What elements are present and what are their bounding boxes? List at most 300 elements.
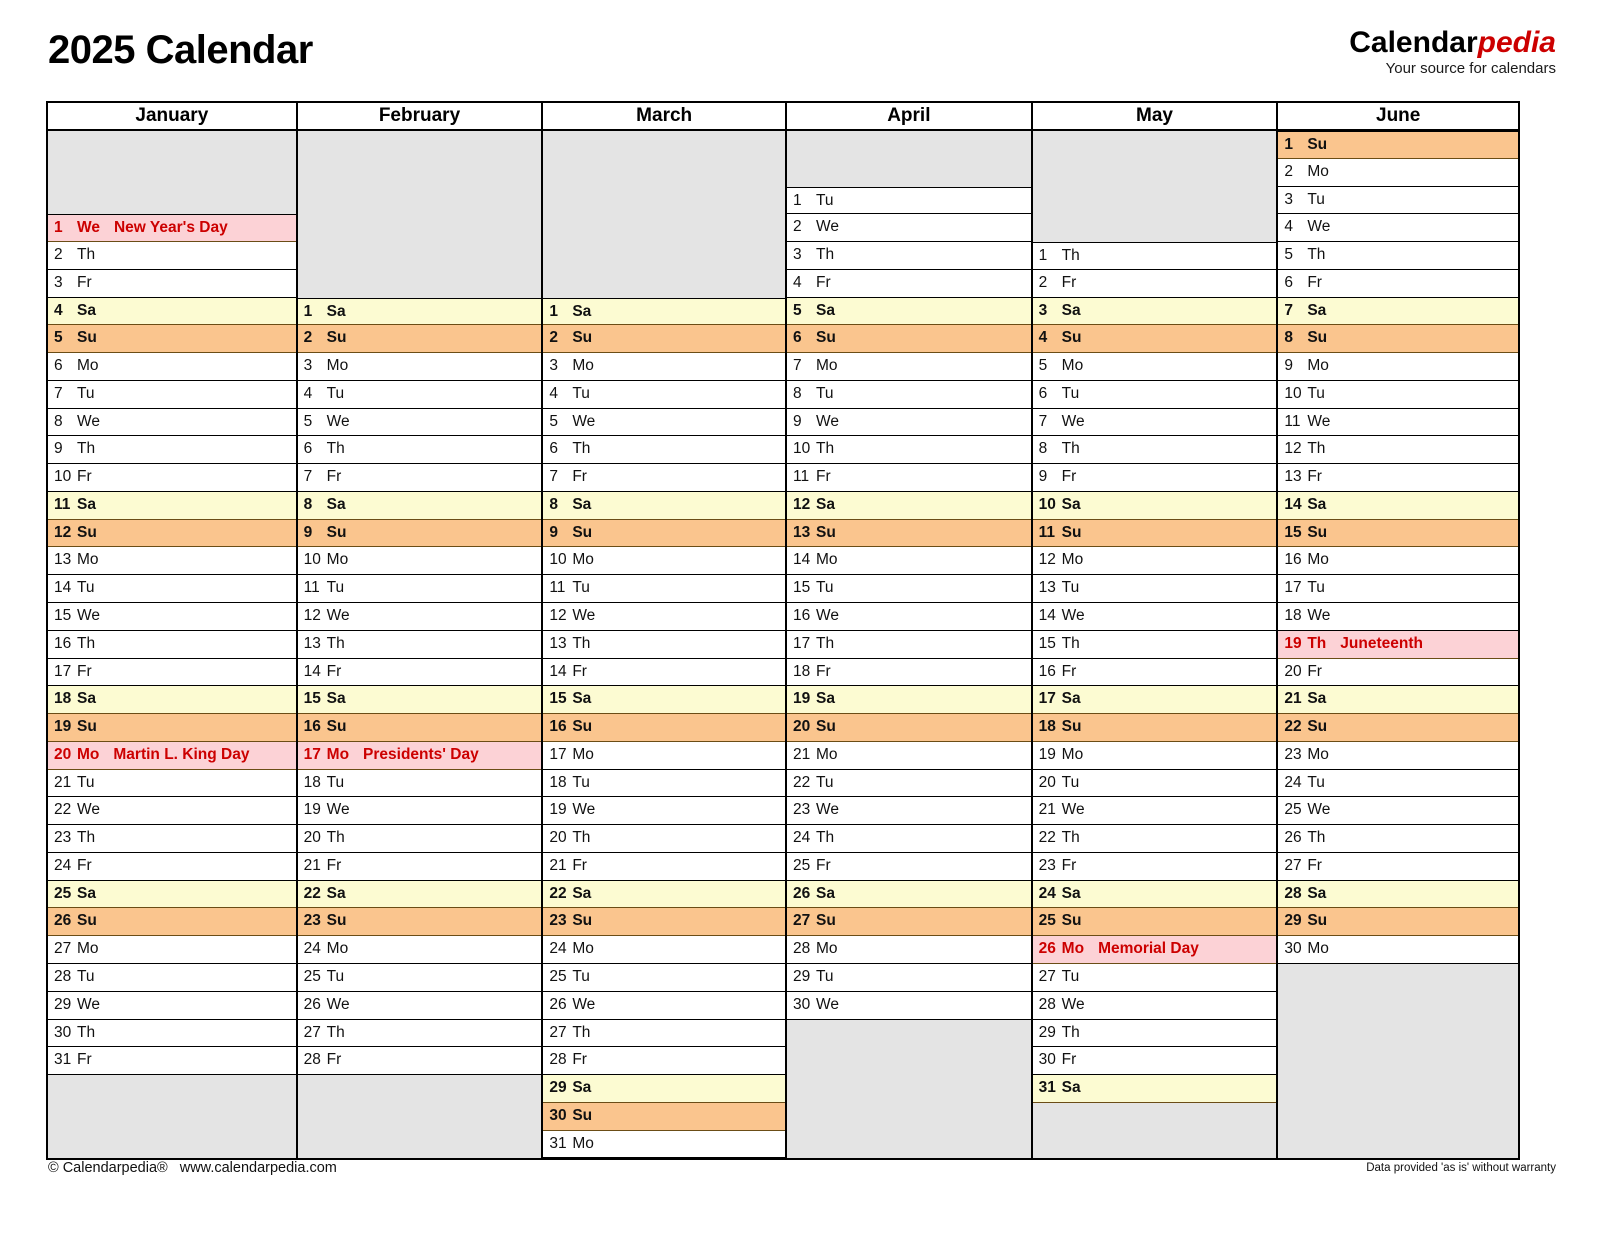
day-cell[interactable] xyxy=(48,325,296,353)
day-cell[interactable] xyxy=(543,409,785,437)
day-cell[interactable] xyxy=(1278,409,1518,437)
day-cell[interactable] xyxy=(1278,520,1518,548)
day-cell[interactable] xyxy=(787,547,1031,575)
day-cell[interactable] xyxy=(1278,187,1518,215)
day-weekday: Tu xyxy=(326,773,345,791)
day-weekday: Fr xyxy=(77,662,92,680)
day-number: 31 xyxy=(1038,1079,1056,1097)
day-number: 19 xyxy=(793,690,811,708)
day-cell[interactable] xyxy=(1278,575,1518,603)
day-cell[interactable] xyxy=(787,436,1031,464)
day-cell[interactable] xyxy=(298,742,542,770)
empty-cell xyxy=(543,270,785,298)
day-cell[interactable] xyxy=(1278,270,1518,298)
day-number: 18 xyxy=(1284,607,1302,625)
day-cell[interactable] xyxy=(48,714,296,742)
day-weekday: Fr xyxy=(816,273,831,291)
day-number: 9 xyxy=(54,440,63,458)
day-cell[interactable] xyxy=(298,714,542,742)
day-cell[interactable] xyxy=(543,770,785,798)
day-cell[interactable] xyxy=(787,964,1031,992)
day-cell[interactable] xyxy=(298,603,542,631)
day-cell[interactable] xyxy=(1278,464,1518,492)
day-number: 29 xyxy=(54,995,72,1013)
day-cell[interactable] xyxy=(543,881,785,909)
day-number: 31 xyxy=(54,1051,72,1069)
empty-cell xyxy=(543,242,785,270)
day-number: 15 xyxy=(549,690,567,708)
day-cell[interactable] xyxy=(1033,603,1277,631)
day-cell[interactable] xyxy=(1278,381,1518,409)
day-cell[interactable] xyxy=(1033,381,1277,409)
empty-cell xyxy=(298,131,542,159)
day-weekday: Tu xyxy=(1307,384,1325,402)
day-weekday: Mo xyxy=(816,551,838,569)
day-cell[interactable] xyxy=(298,936,542,964)
day-number: 1 xyxy=(549,302,558,320)
empty-cell xyxy=(298,1075,542,1103)
footer-disclaimer: Data provided 'as is' without warranty xyxy=(1366,1162,1556,1174)
day-cell[interactable] xyxy=(1278,770,1518,798)
day-cell[interactable] xyxy=(298,659,542,687)
day-weekday: Mo xyxy=(816,745,838,763)
day-cell[interactable] xyxy=(298,298,542,326)
day-number: 18 xyxy=(549,773,567,791)
day-cell[interactable] xyxy=(1278,881,1518,909)
day-cell[interactable] xyxy=(1033,964,1277,992)
day-cell[interactable] xyxy=(543,381,785,409)
day-number: 26 xyxy=(54,912,72,930)
day-cell[interactable] xyxy=(543,936,785,964)
day-cell[interactable] xyxy=(787,631,1031,659)
day-cell[interactable] xyxy=(48,270,296,298)
day-number: 29 xyxy=(1038,1023,1056,1041)
day-cell[interactable] xyxy=(48,825,296,853)
day-weekday: Th xyxy=(1061,829,1080,847)
day-cell[interactable] xyxy=(298,409,542,437)
day-cell[interactable] xyxy=(787,409,1031,437)
day-number: 10 xyxy=(793,440,811,458)
day-weekday: Th xyxy=(1061,634,1080,652)
website-link[interactable]: www.calendarpedia.com xyxy=(179,1160,337,1176)
day-cell[interactable] xyxy=(298,353,542,381)
day-weekday: Th xyxy=(1307,829,1326,847)
day-number: 15 xyxy=(793,579,811,597)
day-cell[interactable] xyxy=(298,825,542,853)
day-cell[interactable] xyxy=(543,325,785,353)
day-cell[interactable] xyxy=(787,908,1031,936)
day-weekday: We xyxy=(1061,607,1085,625)
day-cell[interactable] xyxy=(787,686,1031,714)
day-cell[interactable] xyxy=(48,992,296,1020)
day-cell[interactable] xyxy=(1278,714,1518,742)
brand-name-accent: pedia xyxy=(1477,26,1556,59)
day-weekday: Th xyxy=(1061,1023,1080,1041)
holiday-label: Presidents' Day xyxy=(363,745,479,763)
day-cell[interactable] xyxy=(787,797,1031,825)
day-number: 7 xyxy=(549,468,558,486)
day-cell[interactable] xyxy=(1033,436,1277,464)
day-weekday: Su xyxy=(326,912,347,930)
day-weekday: Sa xyxy=(1307,301,1327,319)
day-cell[interactable] xyxy=(1033,908,1277,936)
day-cell[interactable] xyxy=(1278,436,1518,464)
day-number: 21 xyxy=(1038,801,1056,819)
day-cell[interactable] xyxy=(48,381,296,409)
day-cell[interactable] xyxy=(1033,797,1277,825)
day-cell[interactable] xyxy=(298,1020,542,1048)
day-cell[interactable] xyxy=(787,353,1031,381)
day-cell[interactable] xyxy=(48,520,296,548)
day-number: 30 xyxy=(549,1106,567,1124)
day-cell[interactable] xyxy=(1033,686,1277,714)
day-cell[interactable] xyxy=(543,520,785,548)
day-weekday: Su xyxy=(1307,329,1328,347)
day-cell[interactable] xyxy=(298,575,542,603)
day-weekday: Mo xyxy=(1307,162,1329,180)
day-cell[interactable] xyxy=(48,492,296,520)
day-cell[interactable] xyxy=(1278,353,1518,381)
day-cell[interactable] xyxy=(543,1075,785,1103)
day-cell[interactable] xyxy=(787,187,1031,215)
day-cell[interactable] xyxy=(543,353,785,381)
day-cell[interactable] xyxy=(1278,547,1518,575)
day-weekday: Sa xyxy=(1061,690,1081,708)
day-cell[interactable] xyxy=(1033,1020,1277,1048)
day-cell[interactable] xyxy=(787,242,1031,270)
day-weekday: We xyxy=(326,995,350,1013)
day-cell[interactable] xyxy=(298,686,542,714)
day-cell[interactable] xyxy=(298,1047,542,1075)
day-weekday: Su xyxy=(1061,523,1082,541)
day-cell[interactable] xyxy=(48,964,296,992)
day-number: 2 xyxy=(1038,273,1048,291)
day-cell[interactable] xyxy=(543,825,785,853)
day-cell[interactable] xyxy=(1033,270,1277,298)
day-cell[interactable] xyxy=(1278,214,1518,242)
day-number: 13 xyxy=(793,523,811,541)
day-cell[interactable] xyxy=(298,464,542,492)
day-cell[interactable] xyxy=(787,381,1031,409)
day-cell[interactable] xyxy=(1278,742,1518,770)
day-cell[interactable] xyxy=(1278,797,1518,825)
day-number: 11 xyxy=(303,579,320,597)
day-weekday: We xyxy=(1307,218,1331,236)
day-cell[interactable] xyxy=(48,742,296,770)
day-cell[interactable] xyxy=(1033,575,1277,603)
day-cell[interactable] xyxy=(543,603,785,631)
day-cell[interactable] xyxy=(1033,325,1277,353)
day-weekday: Tu xyxy=(77,967,95,985)
day-cell[interactable] xyxy=(298,853,542,881)
day-cell[interactable] xyxy=(298,770,542,798)
empty-cell xyxy=(1278,1075,1518,1103)
day-weekday: Th xyxy=(77,440,96,458)
day-cell[interactable] xyxy=(787,770,1031,798)
day-cell[interactable] xyxy=(1278,825,1518,853)
day-cell[interactable] xyxy=(48,214,296,242)
day-number: 14 xyxy=(549,662,567,680)
day-weekday: We xyxy=(326,801,350,819)
day-number: 23 xyxy=(303,912,321,930)
day-cell[interactable] xyxy=(1033,464,1277,492)
day-cell[interactable] xyxy=(543,714,785,742)
day-number: 4 xyxy=(54,301,63,319)
day-cell[interactable] xyxy=(1278,603,1518,631)
day-weekday: Sa xyxy=(1307,495,1327,513)
day-cell[interactable] xyxy=(543,742,785,770)
month-header-march: March xyxy=(543,103,787,129)
day-cell[interactable] xyxy=(298,381,542,409)
day-cell[interactable] xyxy=(543,631,785,659)
day-cell[interactable] xyxy=(1033,1047,1277,1075)
day-weekday: Fr xyxy=(816,468,831,486)
day-cell[interactable] xyxy=(1278,131,1518,159)
day-cell[interactable] xyxy=(787,325,1031,353)
day-weekday: Fr xyxy=(572,662,587,680)
day-number: 2 xyxy=(793,218,802,236)
day-cell[interactable] xyxy=(787,936,1031,964)
day-cell[interactable] xyxy=(48,908,296,936)
day-cell[interactable] xyxy=(298,492,542,520)
day-cell[interactable] xyxy=(787,603,1031,631)
empty-cell xyxy=(298,242,542,270)
day-cell[interactable] xyxy=(1033,992,1277,1020)
day-cell[interactable] xyxy=(543,436,785,464)
day-cell[interactable] xyxy=(48,1020,296,1048)
day-cell[interactable] xyxy=(1033,492,1277,520)
day-weekday: Mo xyxy=(1061,745,1084,763)
day-cell[interactable] xyxy=(543,547,785,575)
day-number: 8 xyxy=(1038,440,1048,458)
day-cell[interactable] xyxy=(1033,1075,1277,1103)
day-number: 16 xyxy=(549,718,567,736)
day-cell[interactable] xyxy=(1278,908,1518,936)
day-cell[interactable] xyxy=(1033,353,1277,381)
day-weekday: Su xyxy=(572,523,593,541)
day-cell[interactable] xyxy=(1033,409,1277,437)
day-cell[interactable] xyxy=(298,797,542,825)
day-cell[interactable] xyxy=(48,603,296,631)
day-weekday: Mo xyxy=(77,745,100,763)
day-cell[interactable] xyxy=(543,908,785,936)
day-cell[interactable] xyxy=(543,575,785,603)
day-number: 26 xyxy=(1284,829,1302,847)
empty-cell xyxy=(787,1047,1031,1075)
day-cell[interactable] xyxy=(1033,936,1277,964)
day-weekday: We xyxy=(572,412,596,430)
day-cell[interactable] xyxy=(543,964,785,992)
day-number: 2 xyxy=(54,246,63,264)
day-cell[interactable] xyxy=(48,853,296,881)
day-cell[interactable] xyxy=(298,908,542,936)
day-cell[interactable] xyxy=(1033,631,1277,659)
day-cell[interactable] xyxy=(787,214,1031,242)
day-cell[interactable] xyxy=(1033,520,1277,548)
day-cell[interactable] xyxy=(1033,881,1277,909)
day-number: 13 xyxy=(1284,468,1302,486)
day-cell[interactable] xyxy=(48,1047,296,1075)
day-cell[interactable] xyxy=(787,270,1031,298)
day-cell[interactable] xyxy=(1033,742,1277,770)
day-cell[interactable] xyxy=(48,464,296,492)
empty-cell xyxy=(298,1131,542,1159)
day-number: 21 xyxy=(303,856,321,874)
day-number: 5 xyxy=(549,412,558,430)
day-cell[interactable] xyxy=(1278,492,1518,520)
day-number: 22 xyxy=(54,801,72,819)
day-weekday: Sa xyxy=(816,495,835,513)
day-cell[interactable] xyxy=(1033,853,1277,881)
day-cell[interactable] xyxy=(48,353,296,381)
day-cell[interactable] xyxy=(787,659,1031,687)
day-cell[interactable] xyxy=(543,298,785,326)
day-cell[interactable] xyxy=(543,1103,785,1131)
day-cell[interactable] xyxy=(48,686,296,714)
day-cell[interactable] xyxy=(543,1131,785,1159)
day-cell[interactable] xyxy=(543,464,785,492)
day-cell[interactable] xyxy=(1033,825,1277,853)
day-cell[interactable] xyxy=(1033,659,1277,687)
day-cell[interactable] xyxy=(298,520,542,548)
day-cell[interactable] xyxy=(1278,853,1518,881)
day-cell[interactable] xyxy=(1278,631,1518,659)
day-cell[interactable] xyxy=(298,992,542,1020)
brand-tagline: Your source for calendars xyxy=(1385,59,1556,77)
day-cell[interactable] xyxy=(48,575,296,603)
day-cell[interactable] xyxy=(543,1047,785,1075)
day-cell[interactable] xyxy=(48,436,296,464)
day-number: 6 xyxy=(549,440,558,458)
day-weekday: We xyxy=(816,218,839,236)
day-cell[interactable] xyxy=(543,992,785,1020)
day-cell[interactable] xyxy=(543,853,785,881)
day-weekday: Su xyxy=(77,718,97,736)
day-number: 7 xyxy=(1284,301,1293,319)
copyright-text: © Calendarpedia® xyxy=(48,1160,168,1176)
day-cell[interactable] xyxy=(787,853,1031,881)
day-cell[interactable] xyxy=(1278,242,1518,270)
day-number: 20 xyxy=(54,745,72,763)
day-cell[interactable] xyxy=(48,797,296,825)
day-weekday: Tu xyxy=(1061,773,1080,791)
day-number: 5 xyxy=(793,301,802,319)
day-weekday: We xyxy=(77,607,100,625)
empty-cell xyxy=(1033,214,1277,242)
day-cell[interactable] xyxy=(787,881,1031,909)
day-number: 4 xyxy=(303,384,313,402)
day-cell[interactable] xyxy=(298,881,542,909)
day-number: 18 xyxy=(303,773,321,791)
day-cell[interactable] xyxy=(48,547,296,575)
day-cell[interactable] xyxy=(787,992,1031,1020)
day-cell[interactable] xyxy=(1033,714,1277,742)
day-weekday: Fr xyxy=(816,856,831,874)
day-cell[interactable] xyxy=(298,964,542,992)
day-number: 24 xyxy=(549,940,567,958)
day-weekday: Mo xyxy=(816,357,838,375)
day-cell[interactable] xyxy=(298,325,542,353)
day-cell[interactable] xyxy=(1033,547,1277,575)
day-number: 5 xyxy=(54,329,63,347)
day-number: 4 xyxy=(1038,329,1048,347)
day-number: 26 xyxy=(303,995,321,1013)
day-weekday: Th xyxy=(816,634,835,652)
day-number: 17 xyxy=(54,662,72,680)
day-weekday: Tu xyxy=(326,967,345,985)
day-weekday: Fr xyxy=(572,856,587,874)
day-cell[interactable] xyxy=(787,298,1031,326)
day-number: 24 xyxy=(303,940,321,958)
day-cell[interactable] xyxy=(787,742,1031,770)
day-cell[interactable] xyxy=(787,464,1031,492)
day-weekday: Tu xyxy=(816,384,834,402)
day-cell[interactable] xyxy=(787,575,1031,603)
day-cell[interactable] xyxy=(298,631,542,659)
day-cell[interactable] xyxy=(787,492,1031,520)
day-number: 1 xyxy=(1284,136,1293,153)
day-cell[interactable] xyxy=(543,797,785,825)
day-cell[interactable] xyxy=(298,436,542,464)
day-cell[interactable] xyxy=(1033,298,1277,326)
day-weekday: Sa xyxy=(77,690,96,708)
day-cell[interactable] xyxy=(543,492,785,520)
day-weekday: Th xyxy=(77,246,96,264)
day-number: 17 xyxy=(303,745,321,763)
day-cell[interactable] xyxy=(543,659,785,687)
day-cell[interactable] xyxy=(48,409,296,437)
day-weekday: Th xyxy=(816,246,835,264)
day-cell[interactable] xyxy=(787,714,1031,742)
month-column-january xyxy=(48,131,298,1158)
day-weekday: Sa xyxy=(77,301,96,319)
day-cell[interactable] xyxy=(1278,298,1518,326)
day-number: 28 xyxy=(549,1051,567,1069)
page-footer xyxy=(0,1158,1600,1188)
day-cell[interactable] xyxy=(48,298,296,326)
day-cell[interactable] xyxy=(298,547,542,575)
month-columns xyxy=(48,131,1518,1158)
day-cell[interactable] xyxy=(48,659,296,687)
day-cell[interactable] xyxy=(1278,936,1518,964)
day-weekday: Sa xyxy=(1061,301,1081,319)
empty-cell xyxy=(298,1103,542,1131)
day-cell[interactable] xyxy=(48,770,296,798)
day-cell[interactable] xyxy=(1033,770,1277,798)
day-number: 11 xyxy=(1284,412,1301,430)
day-weekday: Th xyxy=(816,829,835,847)
day-cell[interactable] xyxy=(48,631,296,659)
empty-cell xyxy=(298,270,542,298)
brand-name xyxy=(1349,28,1556,59)
day-cell[interactable] xyxy=(48,242,296,270)
day-weekday: Th xyxy=(326,634,345,652)
day-weekday: Mo xyxy=(572,357,594,375)
day-number: 20 xyxy=(793,718,811,736)
day-cell[interactable] xyxy=(1278,325,1518,353)
day-cell[interactable] xyxy=(1278,686,1518,714)
day-cell[interactable] xyxy=(787,825,1031,853)
day-cell[interactable] xyxy=(543,1020,785,1048)
day-cell[interactable] xyxy=(787,520,1031,548)
day-cell[interactable] xyxy=(48,936,296,964)
day-cell[interactable] xyxy=(543,686,785,714)
day-cell[interactable] xyxy=(48,881,296,909)
day-cell[interactable] xyxy=(1278,159,1518,187)
day-cell[interactable] xyxy=(1278,659,1518,687)
day-cell[interactable] xyxy=(1033,242,1277,270)
page-header xyxy=(0,0,1600,100)
